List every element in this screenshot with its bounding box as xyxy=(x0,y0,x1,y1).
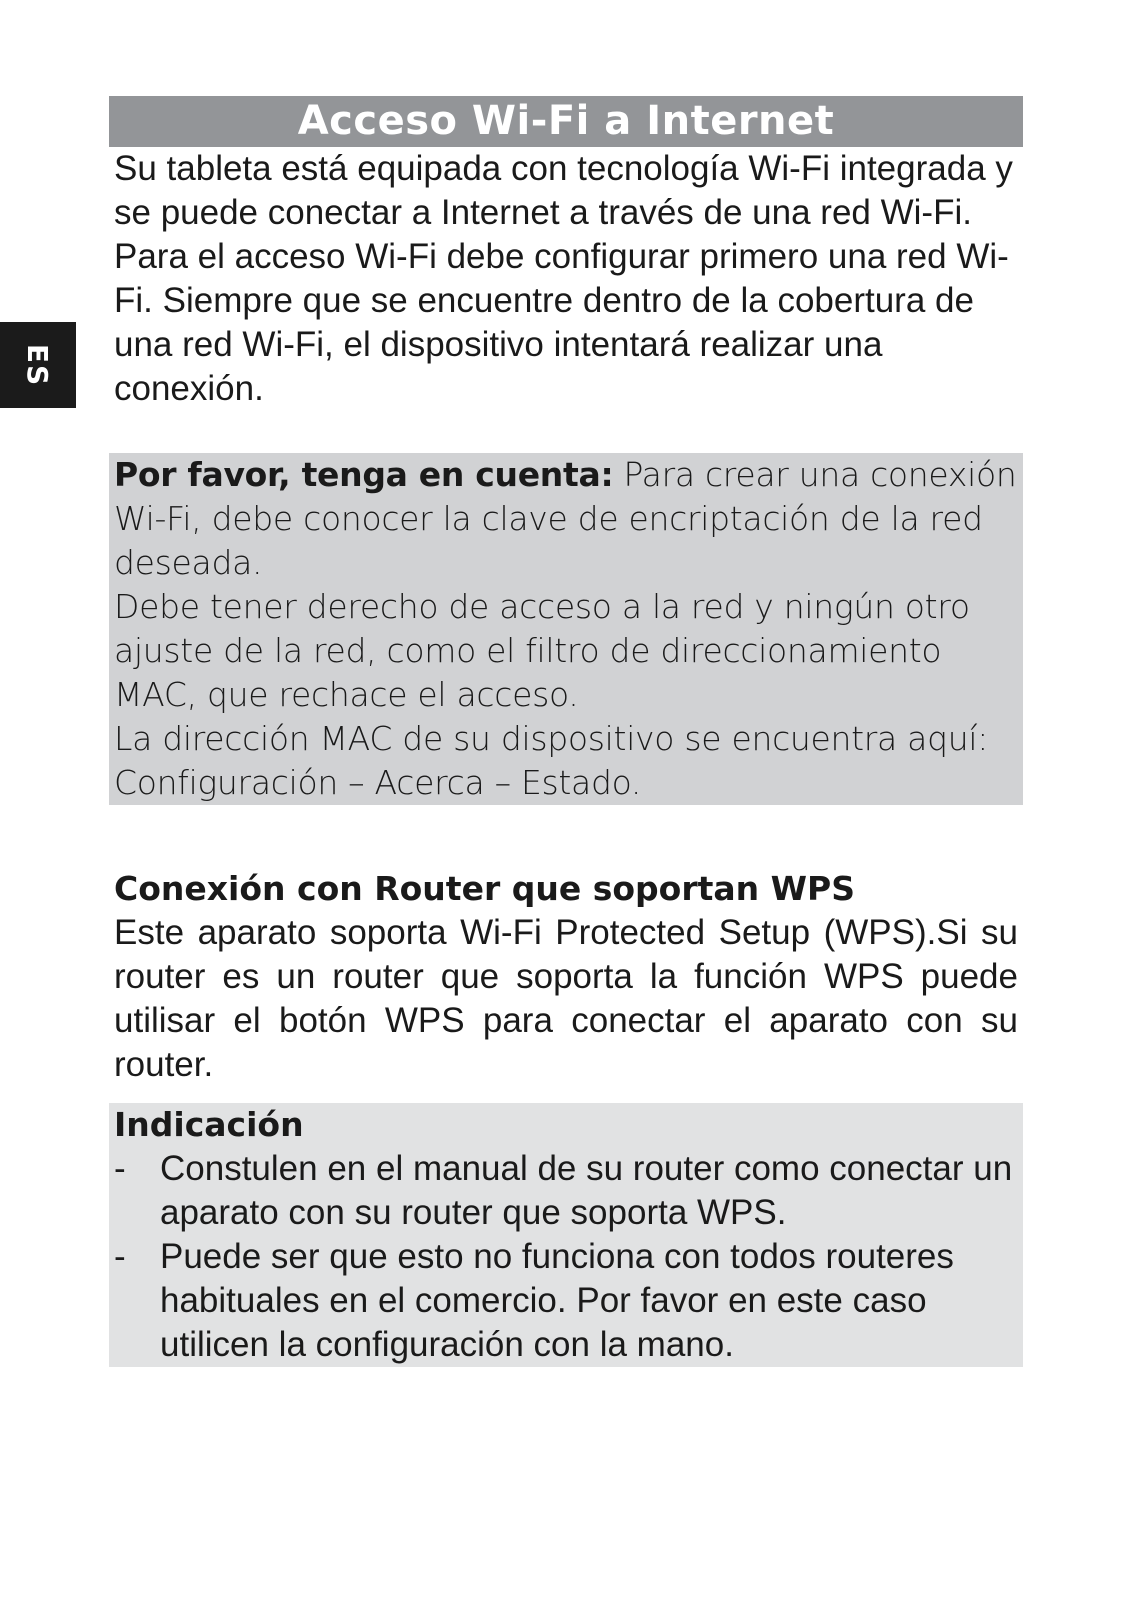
hint-bullet: - xyxy=(114,1237,126,1276)
page-content xyxy=(109,96,1023,1367)
hint-item-text: Puede ser que esto no funciona con todos routeres habituales en el comercio. Por favor en este caso utilicen la configuración con la mano. xyxy=(160,1237,954,1364)
wps-body: Este aparato soporta Wi-Fi Protected Setup (WPS).Si su router es un router que soporta la función WPS puede utilisar el botón WPS para conectar el aparato con su router. xyxy=(114,913,1018,1084)
page-title: Acceso Wi-Fi a Internet xyxy=(109,96,1023,147)
hint-item-text: Constulen en el manual de su router como conectar un aparato con su router que soporta WPS. xyxy=(160,1149,1013,1232)
hint-box xyxy=(109,1103,1023,1367)
note-box xyxy=(109,453,1023,805)
note-text-2: Debe tener derecho de acceso a la red y ningún otro ajuste de la red, como el filtro de direccionamiento MAC, que rechace el acceso. xyxy=(114,587,970,714)
hint-item xyxy=(114,1235,1023,1367)
intro-paragraph-2: Para el acceso Wi-Fi debe configurar primero una red Wi-Fi. Siempre que se encuentre dentro de la cobertura de una red Wi-Fi, el dispositivo intentará realizar una conexión. xyxy=(114,237,1009,408)
language-tab xyxy=(0,322,76,408)
note-lead: Por favor, tenga en cuenta: xyxy=(114,455,614,494)
note-text-1 xyxy=(114,453,1023,585)
note-text-3: La dirección MAC de su dispositivo se encuentra aquí: Configuración – Acerca – Estado. xyxy=(114,719,989,802)
note-text-1-body: Para crear una conexión Wi-Fi, debe conocer la clave de encriptación de la red deseada. xyxy=(114,455,1017,582)
wps-heading: Conexión con Router que soportan WPS xyxy=(114,869,855,908)
language-tab-label: ES xyxy=(21,343,55,387)
intro-paragraph-1: Su tableta está equipada con tecnología Wi-Fi integrada y se puede conectar a Internet a través de una red Wi-Fi. xyxy=(114,149,1013,232)
hint-title: Indicación xyxy=(114,1105,304,1144)
hint-bullet: - xyxy=(114,1149,126,1188)
hint-item xyxy=(114,1147,1023,1235)
